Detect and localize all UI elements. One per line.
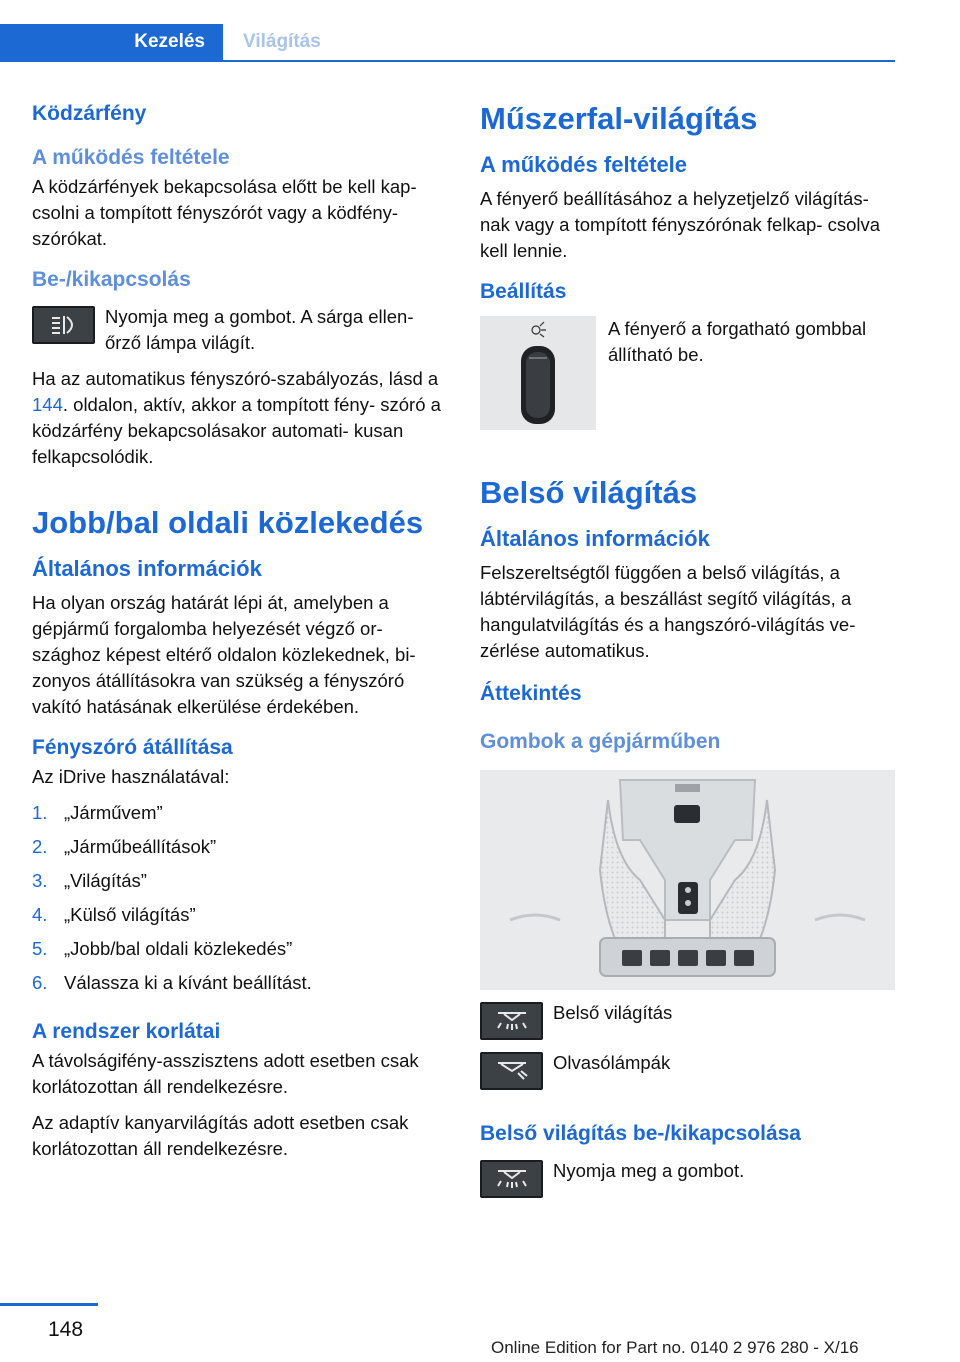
general-info-text: Ha olyan ország határát lépi át, amelyben a gépjármű forgalomba helyezését végző or- szághoz képest eltérő oldalon közlekednek, bi- zonyos átállításokra van szükség a fényszóró vakító hatásának elkerülése érdekében. <box>32 592 416 717</box>
tab-kezeles[interactable]: Kezelés <box>0 24 223 60</box>
interior-switch-text: Nyomja meg a gombot. <box>553 1160 745 1181</box>
page-link-144[interactable]: 144 <box>32 394 63 415</box>
dimmer-row <box>480 316 896 430</box>
edition-text: Online Edition for Part no. 0140 2 976 280 - X/16 <box>491 1338 859 1357</box>
list-item <box>32 932 452 966</box>
heading-overview: Áttekintés <box>480 682 582 705</box>
step-number: 6. <box>32 972 48 993</box>
step-text: „Jobb/bal oldali közlekedés” <box>64 938 293 959</box>
instrument-condition-text: A fényerő beállításához a helyzetjelző világítás- nak vagy a tompított fényszórónak felkap- csolva kell lennie. <box>480 188 881 261</box>
steps-list <box>32 796 452 1000</box>
auto-text-pre: Ha az automatikus fényszóró-szabályozás, lásd a <box>32 368 439 389</box>
auto-text-post: . oldalon, aktív, akkor a tompított fény- szóró a ködzárfény bekapcsolásakor automati- kusan felkapcsolódik. <box>32 394 441 467</box>
list-item <box>32 796 452 830</box>
heading-interior-switch: Belső világítás be-/kikapcsolása <box>480 1122 801 1145</box>
heading-condition-right: A működés feltétele <box>480 152 688 177</box>
step-number: 2. <box>32 836 48 857</box>
heading-general-info: Általános információk <box>32 556 262 581</box>
step-number: 3. <box>32 870 48 891</box>
interior-light-button-row <box>480 1000 896 1040</box>
interior-light-icon <box>480 1160 543 1198</box>
page-number: 148 <box>48 1318 84 1341</box>
limits-text-1: A távolságifény-asszisztens adott esetben csak korlátozottan áll rendelkezésre. <box>32 1050 419 1097</box>
switch-text: Nyomja meg a gombot. A sárga ellen- őrző lámpa világít. <box>105 306 414 353</box>
rear-fog-light-button-icon <box>32 306 95 344</box>
overhead-console-image <box>480 770 895 990</box>
list-item <box>32 898 452 932</box>
heading-general-info-right: Általános információk <box>480 526 710 551</box>
step-number: 5. <box>32 938 48 959</box>
setting-text: A fényerő a forgatható gombbal állítható be. <box>608 318 867 365</box>
list-item <box>32 864 452 898</box>
list-item <box>32 830 452 864</box>
section-title-traffic: Jobb/bal oldali közlekedés <box>32 505 424 540</box>
list-item <box>32 966 452 1000</box>
section-title-interior: Belső világítás <box>480 475 698 510</box>
step-number: 4. <box>32 904 48 925</box>
step-text: Válassza ki a kívánt beállítást. <box>64 972 312 993</box>
interior-switch-button-row <box>480 1158 896 1198</box>
fog-light-button-row <box>32 304 452 356</box>
step-text: „Külső világítás” <box>64 904 196 925</box>
section-title-instrument: Műszerfal-világítás <box>480 101 758 136</box>
tab-vilagitas[interactable]: Világítás <box>243 31 321 52</box>
heading-headlight-adjust: Fényszóró átállítása <box>32 736 233 759</box>
header-divider <box>0 60 895 62</box>
heading-limits: A rendszer korlátai <box>32 1020 221 1043</box>
step-text: „Járművem” <box>64 802 163 823</box>
interior-light-label: Belső világítás <box>553 1002 673 1023</box>
footer-divider <box>0 1303 98 1306</box>
heading-setting: Beállítás <box>480 280 567 303</box>
page-header <box>0 0 895 62</box>
left-column <box>32 100 452 1162</box>
idrive-intro: Az iDrive használatával: <box>32 766 230 787</box>
dimmer-knob-image <box>480 316 596 430</box>
step-text: „Járműbeállítások” <box>64 836 217 857</box>
heading-buttons: Gombok a gépjárműben <box>480 730 721 753</box>
heading-condition: A működés feltétele <box>32 146 230 169</box>
interior-light-icon <box>480 1002 543 1040</box>
reading-light-label: Olvasólámpák <box>553 1052 671 1073</box>
auto-headlight-text <box>32 366 452 470</box>
section-title-kodzarfeny: Ködzárfény <box>32 102 147 125</box>
limits-text-2: Az adaptív kanyarvilágítás adott esetben csak korlátozottan áll rendelkezésre. <box>32 1112 409 1159</box>
reading-light-icon <box>480 1052 543 1090</box>
condition-text: A ködzárfények bekapcsolása előtt be kell kap- csolni a tompított fényszórót vagy a ködfény- szórókat. <box>32 176 417 249</box>
reading-light-button-row <box>480 1050 896 1090</box>
right-column <box>480 100 896 1208</box>
step-number: 1. <box>32 802 48 823</box>
heading-switch: Be-/kikapcsolás <box>32 268 191 291</box>
interior-general-text: Felszereltségtől függően a belső világítás, a lábtérvilágítás, a beszállást segítő világítás, a hangulatvilágítás és a hangszóró-világítás ve- zérlése automatikus. <box>480 562 856 661</box>
step-text: „Világítás” <box>64 870 147 891</box>
